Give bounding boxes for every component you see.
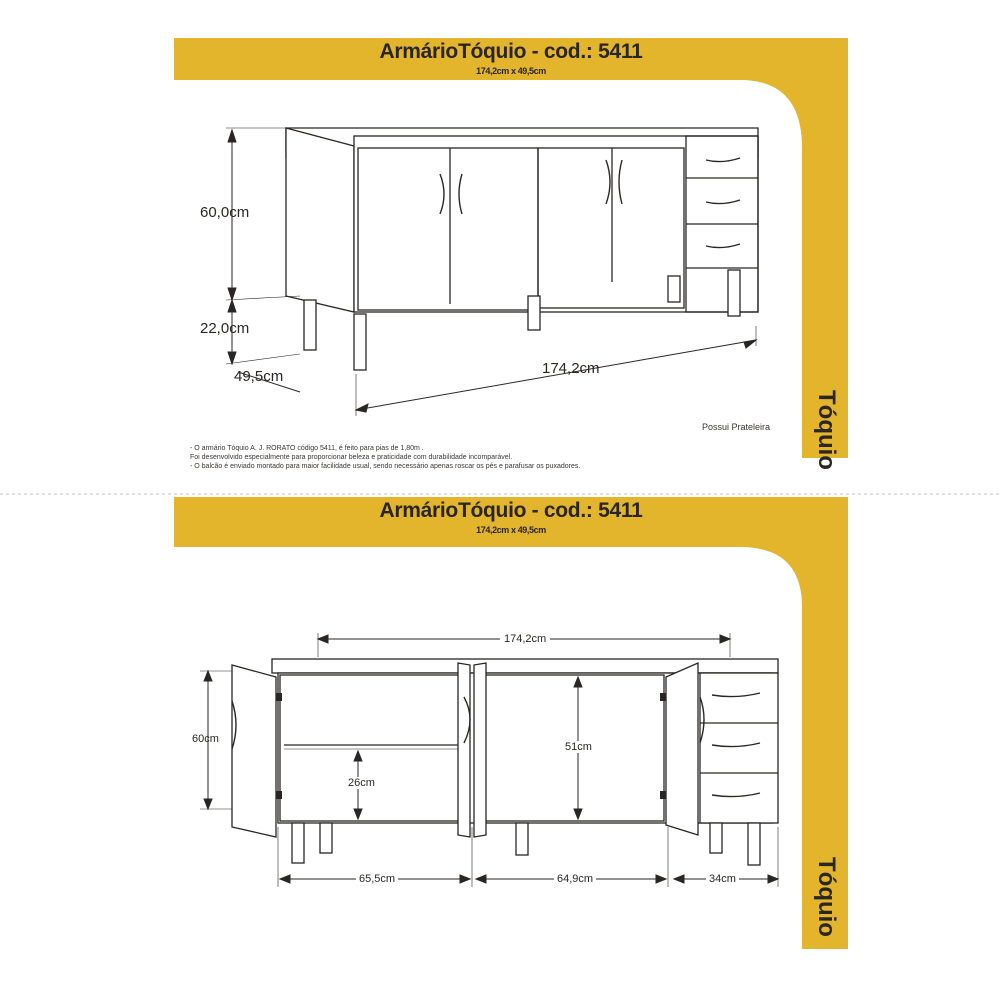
description-line: - O armário Tóquio A. J. RORATO código 5411, é feito para pias de 1,80m . bbox=[190, 445, 424, 452]
inner-height-dimension: 51cm bbox=[565, 741, 592, 753]
leg bbox=[710, 823, 722, 853]
shelf-height-dimension: 26cm bbox=[348, 777, 375, 789]
height-dimension: 60,0cm bbox=[200, 204, 250, 221]
top-side-label: Tóquio bbox=[813, 390, 840, 470]
description-line: Foi desenvolvido especialmente para proporcionar beleza e praticidade com durabilidade incomparável. bbox=[190, 454, 513, 461]
shelf-note: Possui Prateleira bbox=[702, 422, 771, 432]
leg bbox=[354, 314, 366, 370]
cabinet-open-front-drawing bbox=[0, 497, 1000, 957]
leg bbox=[528, 296, 540, 330]
drawer-bay-dimension: 34cm bbox=[706, 873, 739, 885]
bottom-sheet-subtitle: 174,2cm x 49,5cm bbox=[476, 525, 546, 535]
middle-bay-dimension: 64,9cm bbox=[554, 873, 596, 885]
bottom-sheet-title: ArmárioTóquio - cod.: 5411 bbox=[379, 499, 643, 522]
bottom-sheet bbox=[0, 497, 1000, 957]
leg bbox=[304, 300, 316, 350]
cabinet-perspective-drawing bbox=[0, 38, 1000, 498]
leg bbox=[668, 276, 680, 302]
leg bbox=[292, 823, 304, 863]
top-sheet-title: ArmárioTóquio - cod.: 5411 bbox=[379, 40, 643, 63]
leg bbox=[320, 823, 332, 853]
left-bay-dimension: 65,5cm bbox=[356, 873, 398, 885]
leg-height-dimension: 22,0cm bbox=[200, 320, 250, 337]
width-dimension: 174,2cm bbox=[542, 360, 600, 377]
top-sheet-subtitle: 174,2cm x 49,5cm bbox=[476, 66, 546, 76]
leg bbox=[748, 823, 760, 865]
leg bbox=[728, 270, 740, 316]
leg bbox=[516, 823, 528, 855]
top-sheet bbox=[0, 38, 1000, 498]
height-dimension: 60cm bbox=[192, 733, 219, 745]
description-line: - O balcão é enviado montado para maior facilidade usual, sendo necessário apenas roscar os pés e parafusar os puxadores. bbox=[190, 463, 581, 470]
bottom-side-label: Tóquio bbox=[813, 857, 840, 937]
total-width-dimension: 174,2cm bbox=[500, 633, 550, 645]
depth-dimension: 49,5cm bbox=[234, 368, 284, 385]
